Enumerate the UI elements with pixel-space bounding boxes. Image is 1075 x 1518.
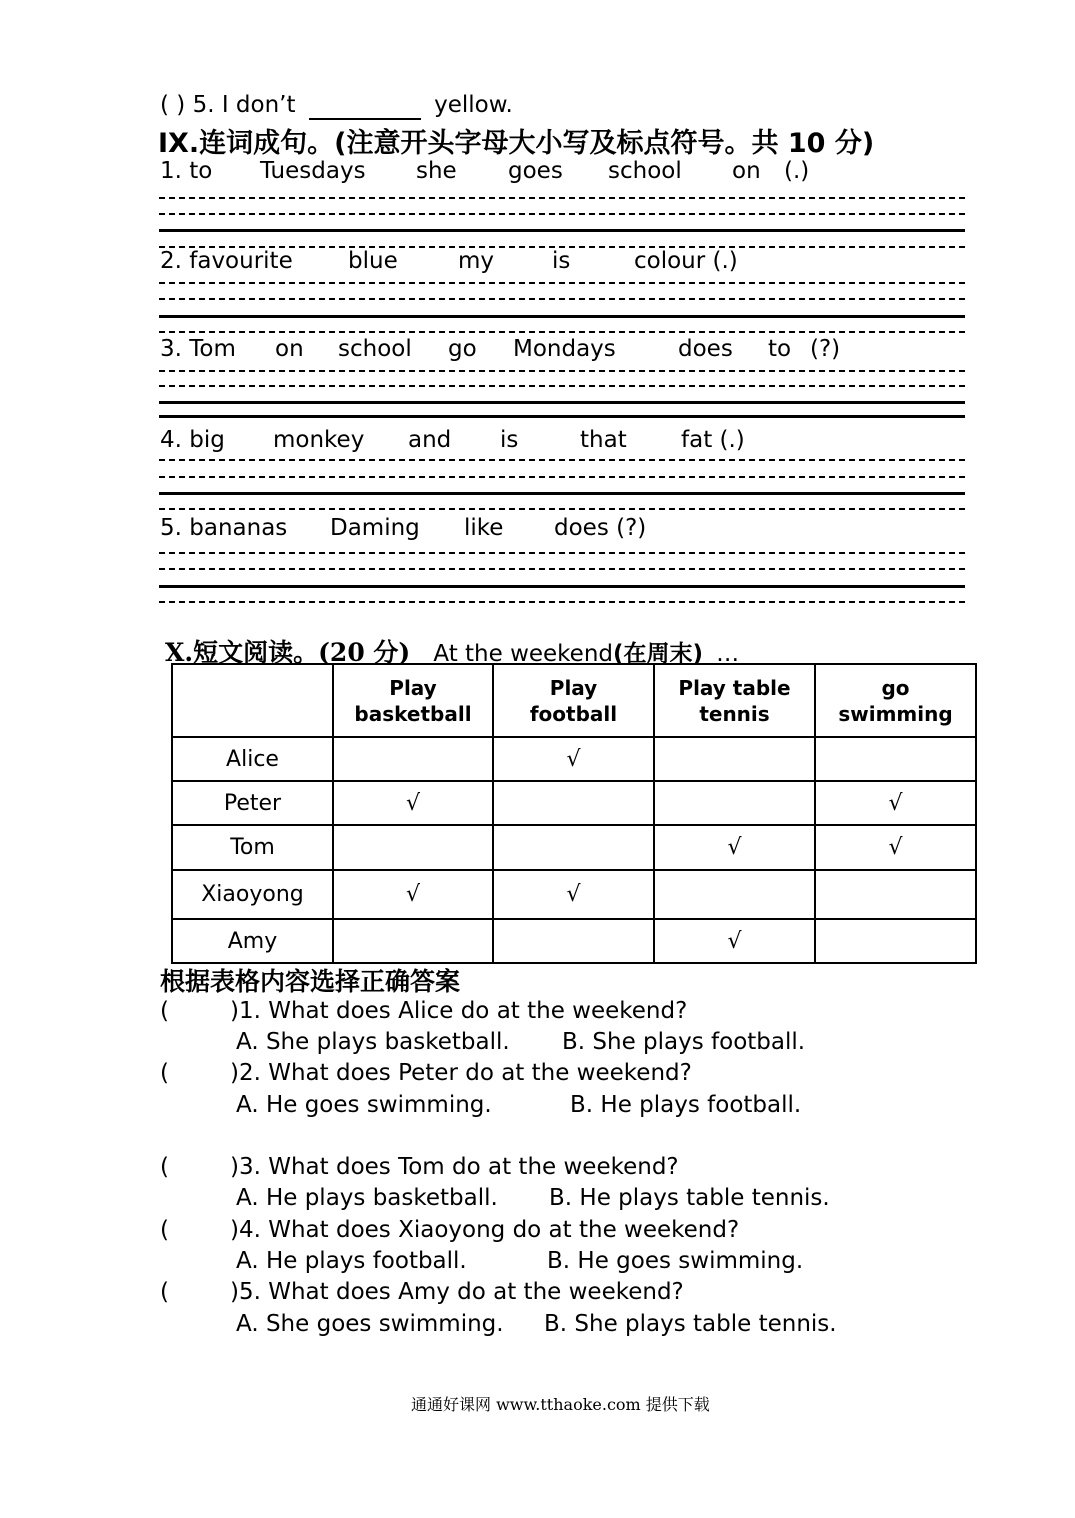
- word: on: [275, 336, 304, 362]
- word: is: [500, 427, 519, 453]
- question-2-paren: (: [160, 1060, 169, 1086]
- check-cell: [333, 737, 493, 781]
- table-header-cell: Play table tennis: [654, 664, 815, 737]
- check-cell: √: [815, 825, 976, 870]
- writing-line-solid: [159, 229, 965, 232]
- writing-line-dashed: [159, 552, 965, 554]
- word: 3. Tom: [160, 336, 236, 362]
- section10-instruction: 根据表格内容选择正确答案: [160, 967, 461, 996]
- writing-line-solid: [159, 401, 965, 404]
- sentence-1: [160, 158, 980, 184]
- row-name: Alice: [172, 737, 333, 781]
- table-header-cell: go swimming: [815, 664, 976, 737]
- question-5-option-a: A. She goes swimming.: [236, 1311, 504, 1337]
- table-row: [172, 919, 976, 963]
- sentence-4: [160, 427, 980, 453]
- check-cell: √: [333, 781, 493, 825]
- q5-suffix: yellow.: [434, 92, 513, 118]
- word: colour (.): [634, 248, 738, 274]
- word: Tuesdays: [260, 158, 366, 184]
- writing-line-dashed: [159, 459, 965, 461]
- writing-line-dashed: [159, 601, 965, 603]
- word: 2. favourite: [160, 248, 293, 274]
- word: blue: [348, 248, 398, 274]
- activity-table: [171, 663, 977, 964]
- sentence-3: [160, 336, 980, 362]
- check-cell: √: [493, 870, 654, 919]
- word: to: [768, 336, 792, 362]
- word: 1. to: [160, 158, 213, 184]
- word: (?): [810, 336, 841, 362]
- word: on: [732, 158, 761, 184]
- check-cell: [654, 737, 815, 781]
- section10-subtitle-cn: (在周末): [613, 641, 704, 667]
- writing-line-dashed: [159, 331, 965, 333]
- check-cell: √: [333, 870, 493, 919]
- check-cell: [815, 919, 976, 963]
- word: my: [458, 248, 495, 274]
- word: school: [608, 158, 682, 184]
- question-4-option-a: A. He plays football.: [236, 1248, 467, 1274]
- question-1-option-a: A. She plays basketball.: [236, 1029, 510, 1055]
- question-2-text: )2. What does Peter do at the weekend?: [230, 1060, 692, 1086]
- word: (.): [784, 158, 810, 184]
- sentence-5: [160, 515, 980, 541]
- row-name: Amy: [172, 919, 333, 963]
- question-4-text: )4. What does Xiaoyong do at the weekend?: [230, 1217, 740, 1243]
- sentence-2: [160, 248, 980, 274]
- check-cell: [815, 737, 976, 781]
- word: go: [448, 336, 477, 362]
- table-row: [172, 870, 976, 919]
- table-header-cell: Play football: [493, 664, 654, 737]
- writing-line-dashed: [159, 213, 965, 215]
- word: monkey: [273, 427, 365, 453]
- question-4-option-b: B. He goes swimming.: [547, 1248, 804, 1274]
- q5-tail: [160, 92, 513, 120]
- writing-line-dashed: [159, 298, 965, 300]
- table-header-row: [172, 664, 976, 737]
- word: goes: [508, 158, 563, 184]
- check-cell: √: [493, 737, 654, 781]
- check-cell: [654, 870, 815, 919]
- word: Mondays: [513, 336, 616, 362]
- check-cell: [654, 781, 815, 825]
- word: that: [580, 427, 627, 453]
- writing-line-dashed: [159, 385, 965, 387]
- check-cell: [333, 919, 493, 963]
- check-cell: √: [654, 919, 815, 963]
- word: 4. big: [160, 427, 225, 453]
- section10-ellipsis: …: [716, 641, 740, 667]
- table-row: [172, 737, 976, 781]
- check-cell: [333, 825, 493, 870]
- word: does (?): [554, 515, 647, 541]
- footer-text: 通通好课网 www.tthaoke.com 提供下载: [411, 1395, 710, 1414]
- question-1-option-b: B. She plays football.: [562, 1029, 806, 1055]
- q5-blank: [309, 92, 421, 120]
- writing-line-solid: [159, 415, 965, 418]
- writing-line-solid: [159, 585, 965, 588]
- section10-subtitle-en: At the weekend: [433, 641, 614, 667]
- question-5-paren: (: [160, 1279, 169, 1305]
- word: does: [678, 336, 733, 362]
- writing-line-dashed: [159, 370, 965, 372]
- check-cell: √: [654, 825, 815, 870]
- check-cell: [815, 870, 976, 919]
- word: she: [416, 158, 457, 184]
- word: Daming: [330, 515, 420, 541]
- row-name: Xiaoyong: [172, 870, 333, 919]
- table-row: [172, 825, 976, 870]
- word: and: [408, 427, 452, 453]
- word: like: [464, 515, 504, 541]
- section10-title: X.短文阅读。(20 分): [165, 638, 411, 667]
- writing-line-dashed: [159, 476, 965, 478]
- question-2-option-a: A. He goes swimming.: [236, 1092, 492, 1118]
- question-4-paren: (: [160, 1217, 169, 1243]
- word: fat (.): [681, 427, 745, 453]
- writing-line-dashed: [159, 197, 965, 199]
- question-5-option-b: B. She plays table tennis.: [544, 1311, 837, 1337]
- section9-title: IX.连词成句。(注意开头字母大小写及标点符号。共 10 分): [158, 128, 875, 159]
- check-cell: [493, 781, 654, 825]
- row-name: Tom: [172, 825, 333, 870]
- writing-line-solid: [159, 315, 965, 318]
- table-row: [172, 781, 976, 825]
- question-3-option-a: A. He plays basketball.: [236, 1185, 498, 1211]
- q5-prefix: ( ) 5. I don’t: [160, 92, 296, 118]
- writing-line-dashed: [159, 568, 965, 570]
- check-cell: [493, 919, 654, 963]
- writing-line-dashed: [159, 508, 965, 510]
- word: school: [338, 336, 412, 362]
- row-name: Peter: [172, 781, 333, 825]
- question-1-text: )1. What does Alice do at the weekend?: [230, 998, 688, 1024]
- table-header-cell: Play basketball: [333, 664, 493, 737]
- table-header-empty: [172, 664, 333, 737]
- writing-line-solid: [159, 492, 965, 495]
- question-3-option-b: B. He plays table tennis.: [549, 1185, 830, 1211]
- word: is: [552, 248, 571, 274]
- check-cell: √: [815, 781, 976, 825]
- word: 5. bananas: [160, 515, 288, 541]
- question-5-text: )5. What does Amy do at the weekend?: [230, 1279, 684, 1305]
- question-1-paren: (: [160, 998, 169, 1024]
- check-cell: [493, 825, 654, 870]
- question-3-paren: (: [160, 1154, 169, 1180]
- question-2-option-b: B. He plays football.: [570, 1092, 802, 1118]
- writing-line-dashed: [159, 282, 965, 284]
- question-3-text: )3. What does Tom do at the weekend?: [230, 1154, 679, 1180]
